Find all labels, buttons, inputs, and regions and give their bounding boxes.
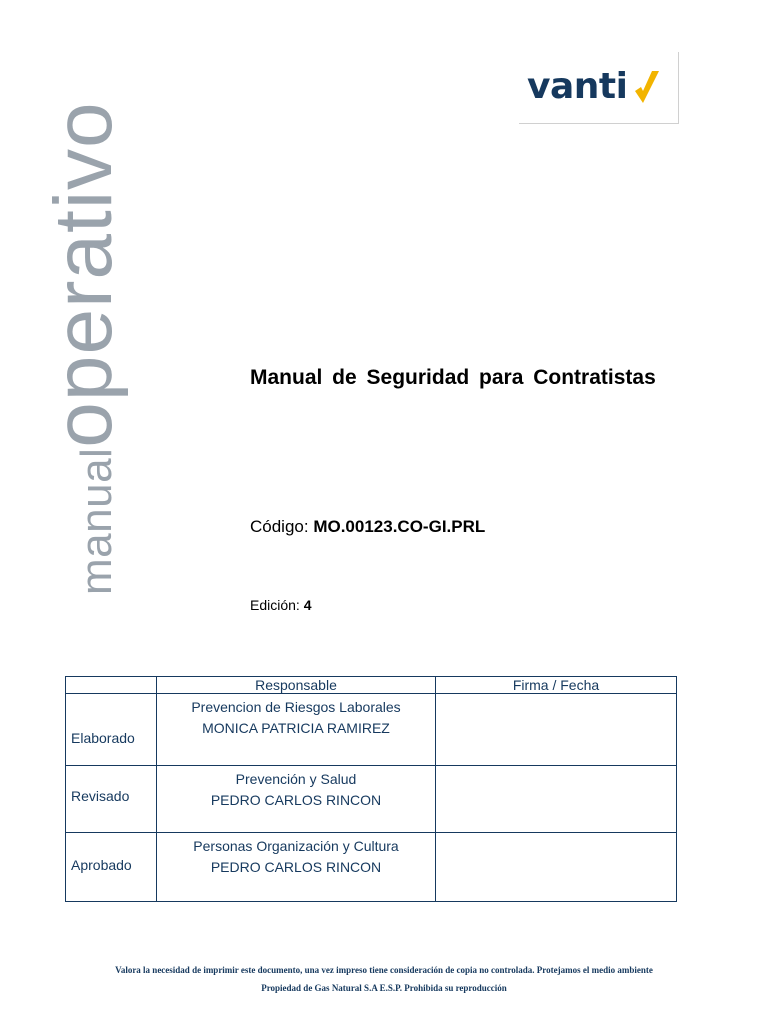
responsible-person: PEDRO CARLOS RINCON bbox=[210, 792, 382, 808]
footer-notice: Valora la necesidad de imprimir este documento, una vez impreso tiene consideración de copia no controlada. Protejamos el medio ambiente bbox=[115, 965, 653, 975]
document-code bbox=[250, 517, 485, 537]
approval-table bbox=[65, 676, 677, 902]
side-title-operativo: operativo bbox=[38, 101, 129, 448]
role-label: Aprobado bbox=[71, 857, 132, 873]
table-row bbox=[66, 766, 677, 833]
logo-text: vanti bbox=[527, 66, 628, 107]
document-edition bbox=[250, 597, 312, 613]
edition-label: Edición: bbox=[250, 597, 304, 613]
role-cell bbox=[66, 694, 157, 766]
responsible-cell bbox=[157, 694, 436, 766]
responsible-cell bbox=[157, 766, 436, 833]
side-title-manual: manual bbox=[72, 447, 121, 595]
responsible-area: Prevención y Salud bbox=[235, 771, 357, 787]
responsible-area: Personas Organización y Cultura bbox=[193, 838, 399, 854]
table-row bbox=[66, 833, 677, 902]
header-empty bbox=[66, 677, 157, 694]
signature-cell bbox=[436, 766, 677, 833]
role-cell bbox=[66, 833, 157, 902]
signature-cell bbox=[436, 694, 677, 766]
header-responsable: Responsable bbox=[157, 677, 436, 694]
vanti-logo bbox=[519, 52, 679, 124]
role-cell bbox=[66, 766, 157, 833]
side-title bbox=[38, 101, 129, 595]
responsible-person: MONICA PATRICIA RAMIREZ bbox=[202, 720, 390, 736]
header-firma-fecha: Firma / Fecha bbox=[436, 677, 677, 694]
table-header-row bbox=[66, 677, 677, 694]
responsible-area: Prevencion de Riesgos Laborales bbox=[191, 699, 401, 715]
code-label: Código: bbox=[250, 517, 314, 536]
role-label: Elaborado bbox=[71, 730, 135, 746]
responsible-person: PEDRO CARLOS RINCON bbox=[210, 859, 382, 875]
document-title: Manual de Seguridad para Contratistas bbox=[250, 366, 656, 389]
signature-cell bbox=[436, 833, 677, 902]
table-row bbox=[66, 694, 677, 766]
role-label: Revisado bbox=[71, 788, 130, 804]
responsible-cell bbox=[157, 833, 436, 902]
code-value: MO.00123.CO-GI.PRL bbox=[313, 517, 486, 536]
footer-ownership: Propiedad de Gas Natural S.A E.S.P. Prohibida su reproducción bbox=[261, 983, 507, 993]
checkmark-icon bbox=[633, 69, 661, 105]
edition-value: 4 bbox=[303, 597, 312, 613]
